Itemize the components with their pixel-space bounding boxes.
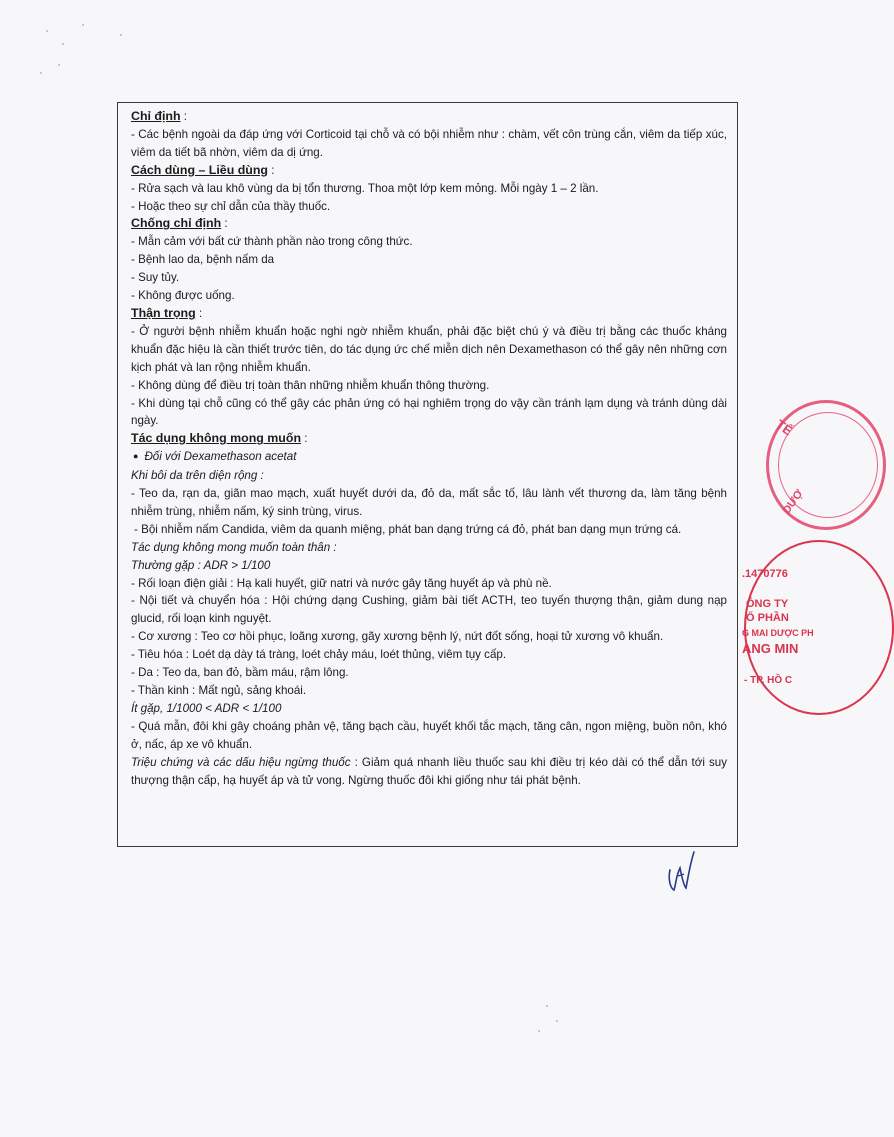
- company-stamp: [738, 540, 814, 715]
- chong-chi-dinh-line: - Không được uống.: [131, 289, 235, 303]
- stamp-line: G MAI DƯỢC PH: [742, 628, 814, 638]
- withdrawal-label: Triệu chứng và các dấu hiệu ngừng thuốc: [131, 755, 351, 769]
- chong-chi-dinh-line: - Mẫn cảm với bất cứ thành phần nào trong công thức.: [131, 235, 413, 249]
- withdrawal-text: : Giảm quá nhanh liều thuốc sau khi điều trị kéo dài có thể dẫn tới suy thượng thận cấp, hạ huyết áp và tử vong. Ngừng thuốc đôi khi giống như tái phát bệnh.: [131, 755, 728, 787]
- cach-dung-heading: Cách dùng – Liều dùng: [131, 162, 268, 177]
- tac-dung-common-line: - Cơ xương : Teo cơ hồi phục, loãng xương, gãy xương bệnh lý, nứt đốt sống, hoại tử xương vô khuẩn.: [131, 630, 664, 644]
- speck: [546, 1005, 548, 1007]
- seal-stamp-top: [758, 400, 838, 530]
- tac-dung-sub-local: Khi bôi da trên diện rộng :: [131, 469, 264, 483]
- tac-dung-common-label: Thường gặp : ADR > 1/100: [131, 558, 271, 572]
- tac-dung-heading: Tác dụng không mong muốn: [131, 431, 302, 446]
- stamp-number: .1470776: [742, 568, 788, 580]
- chong-chi-dinh-line: - Suy tủy.: [131, 271, 180, 285]
- stamp-line: ÔNG TY: [746, 598, 789, 610]
- cach-dung-heading-line: [131, 162, 727, 180]
- tac-dung-local-line: - Bội nhiễm nấm Candida, viêm da quanh miệng, phát ban dạng trứng cá đỏ, phát ban dạng mụn trứng cá.: [134, 522, 682, 536]
- leaflet-section-box: [117, 102, 738, 847]
- chi-dinh-heading-line: [131, 108, 727, 126]
- than-trong-line: - Ở người bệnh nhiễm khuẩn hoặc nghi ngờ nhiễm khuẩn, phải đặc biệt chú ý và điều trị bằng các thuốc kháng khuẩn đặc hiệu là cần thiết trước tiên, do tác dụng ức chế miễn dịch nên Dexamethason có thể gây nên những cơn kịch phát và lan rộng nhiễm khuẩn.: [131, 324, 727, 374]
- cach-dung-line: - Rửa sạch và lau khô vùng da bị tổn thương. Thoa một lớp kem mỏng. Mỗi ngày 1 – 2 lần.: [131, 181, 599, 195]
- chi-dinh-line: - Các bệnh ngoài da đáp ứng với Corticoid tại chỗ và có bội nhiễm như : chàm, vết côn trùng cắn, viêm da tiếp xúc, viêm da tiết bã nhờn, viêm da dị ứng.: [131, 127, 727, 159]
- speck: [58, 64, 60, 66]
- chong-chi-dinh-line: - Bệnh lao da, bệnh nấm da: [131, 253, 275, 267]
- stamp-line: Ổ PHẦN: [746, 612, 789, 624]
- seal-text: TẾ: [773, 416, 796, 439]
- tac-dung-common-line: - Da : Teo da, ban đỏ, bầm máu, rậm lông.: [131, 666, 349, 680]
- tac-dung-withdrawal: [131, 754, 727, 790]
- tac-dung-common-line: - Rối loạn điện giải : Hạ kali huyết, giữ natri và nước gây tăng huyết áp và phù nề.: [131, 576, 552, 590]
- signature-mark: [664, 848, 698, 894]
- colon: :: [224, 217, 228, 231]
- speck: [538, 1030, 540, 1032]
- cach-dung-line: - Hoặc theo sự chỉ dẫn của thầy thuốc.: [131, 199, 331, 213]
- speck: [46, 30, 48, 32]
- colon: :: [198, 306, 203, 320]
- tac-dung-sub-systemic: Tác dụng không mong muốn toàn thân :: [131, 540, 337, 554]
- seal-text-bottom: DƯỢ: [780, 487, 806, 517]
- speck: [82, 24, 84, 26]
- tac-dung-heading-line: [131, 430, 727, 448]
- speck: [62, 43, 64, 45]
- than-trong-heading-line: [131, 305, 727, 323]
- speck: [120, 34, 122, 36]
- chong-chi-dinh-heading: Chống chỉ định: [131, 216, 222, 231]
- tac-dung-rare-label: Ít gặp, 1/1000 < ADR < 1/100: [131, 701, 282, 715]
- speck: [556, 1020, 558, 1022]
- tac-dung-rare-line: - Quá mẫn, đôi khi gây choáng phản vệ, tăng bạch cầu, huyết khối tắc mạch, tăng cân, ngon miệng, buồn nôn, khó ở, nấc, áp xe vô khuẩn.: [131, 719, 727, 751]
- than-trong-line: - Khi dùng tại chỗ cũng có thể gây các phản ứng có hại nghiêm trọng do vậy cần tránh lạm dụng và tránh dùng dài ngày.: [131, 396, 727, 428]
- colon: :: [271, 163, 275, 177]
- tac-dung-common-line: - Thần kinh : Mất ngủ, sảng khoái.: [131, 684, 307, 697]
- than-trong-line: - Không dùng để điều trị toàn thân những nhiễm khuẩn thông thường.: [131, 378, 490, 392]
- stamp-line: ANG MIN: [742, 641, 799, 656]
- than-trong-heading: Thận trọng: [131, 305, 196, 320]
- chi-dinh-heading: Chỉ định: [131, 109, 181, 123]
- colon: :: [183, 110, 188, 123]
- stamp-line: - TP. HỒ C: [744, 675, 793, 686]
- tac-dung-common-line: - Tiêu hóa : Loét dạ dày tá tràng, loét chảy máu, loét thủng, viêm tụy cấp.: [131, 648, 507, 662]
- tac-dung-local-line: - Teo da, rạn da, giãn mao mạch, xuất huyết dưới da, đỏ da, mất sắc tố, lâu lành vết thương da, làm tăng bệnh nhiễm trùng, nhiễm nấm, ký sinh trùng, virus.: [131, 487, 727, 518]
- chong-chi-dinh-heading-line: [131, 215, 727, 233]
- speck: [40, 72, 42, 74]
- tac-dung-bullet: ● Đối với Dexamethason acetat: [131, 448, 727, 467]
- colon: :: [304, 432, 308, 446]
- tac-dung-common-line: - Nội tiết và chuyển hóa : Hội chứng dạng Cushing, giảm bài tiết ACTH, teo tuyến thượng thận, giảm dung nạp glucid, rối loạn kinh nguyệt.: [131, 594, 727, 626]
